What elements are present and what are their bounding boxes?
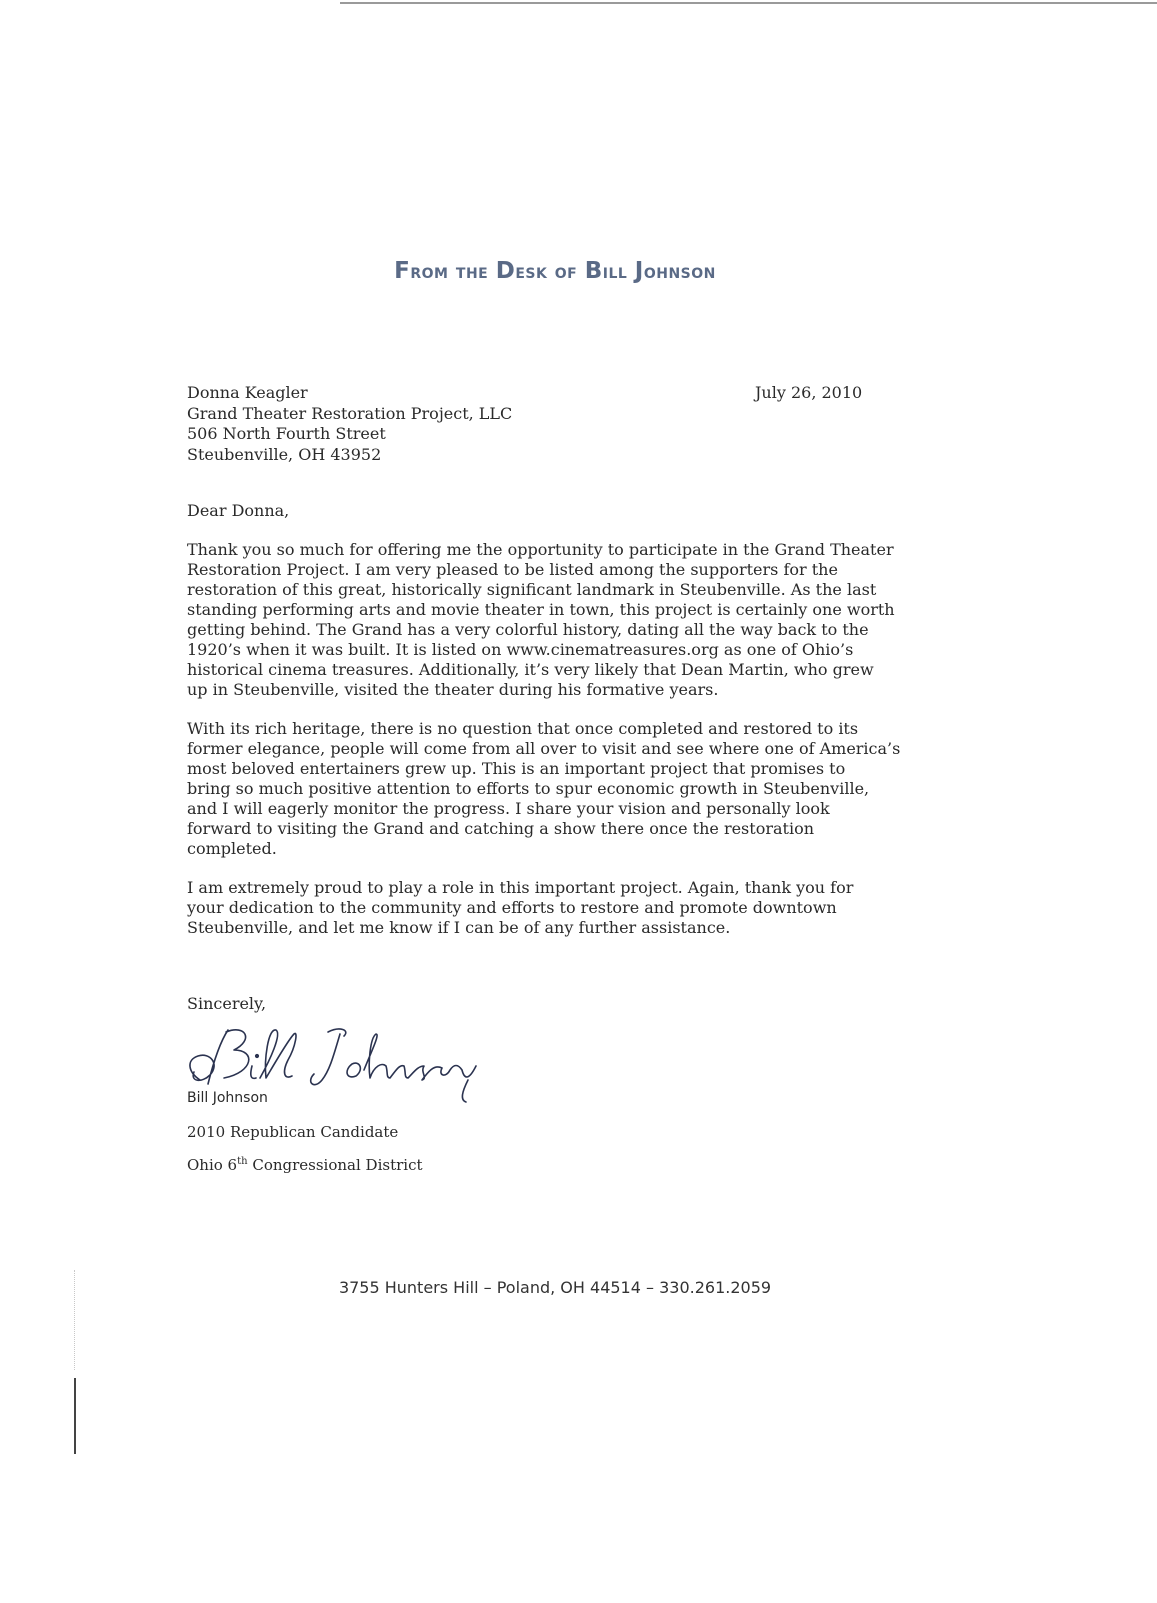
body-paragraph-1 bbox=[187, 540, 947, 700]
recipient-street: 506 North Fourth Street bbox=[187, 424, 386, 443]
recipient-city: Steubenville, OH 43952 bbox=[187, 444, 382, 464]
paragraph-line: Restoration Project. I am very pleased to be listed among the supporters for the bbox=[187, 560, 838, 579]
recipient-organization: Grand Theater Restoration Project, LLC bbox=[187, 403, 513, 423]
paragraph-line: completed. bbox=[187, 839, 277, 858]
body-paragraph-2 bbox=[187, 719, 947, 859]
paragraph-line: up in Steubenville, visited the theater during his formative years. bbox=[187, 680, 719, 699]
signer-title: 2010 Republican Candidate bbox=[187, 1123, 399, 1141]
paragraph-line: bring so much positive attention to efforts to spur economic growth in Steubenville, bbox=[187, 779, 870, 798]
closing: Sincerely, bbox=[187, 994, 267, 1013]
footer-address: 3755 Hunters Hill – Poland, OH 44514 – 330.261.2059 bbox=[338, 1278, 772, 1297]
paragraph-line: standing performing arts and movie theater in town, this project is certainly one worth bbox=[187, 600, 895, 619]
paragraph-line: Steubenville, and let me know if I can be of any further assistance. bbox=[187, 918, 731, 937]
paragraph-line: your dedication to the community and efforts to restore and promote downtown bbox=[187, 898, 837, 917]
paragraph-line: forward to visiting the Grand and catching a show there once the restoration bbox=[187, 819, 814, 838]
district-prefix: Ohio 6 bbox=[187, 1156, 238, 1174]
paragraph-line: With its rich heritage, there is no question that once completed and restored to its bbox=[187, 719, 859, 738]
signer-district bbox=[187, 1156, 423, 1174]
district-superscript: th bbox=[237, 1156, 248, 1167]
paragraph-line: most beloved entertainers grew up. This is an important project that promises to bbox=[187, 759, 846, 778]
paragraph-line: former elegance, people will come from all over to visit and see where one of America’s bbox=[187, 739, 901, 758]
scan-edge-line bbox=[340, 2, 1157, 4]
paragraph-line: and I will eagerly monitor the progress. I share your vision and personally look bbox=[187, 799, 830, 818]
salutation: Dear Donna, bbox=[187, 501, 290, 520]
scan-side-line bbox=[74, 1378, 76, 1454]
recipient-address-block bbox=[187, 383, 512, 465]
paragraph-line: Thank you so much for offering me the opportunity to participate in the Grand Theater bbox=[187, 540, 894, 559]
recipient-name: Donna Keagler bbox=[187, 383, 308, 402]
district-suffix: Congressional District bbox=[247, 1156, 423, 1174]
body-paragraph-3 bbox=[187, 878, 947, 938]
paragraph-line: restoration of this great, historically significant landmark in Steubenville. As the last bbox=[187, 580, 877, 599]
letterhead-title: From the Desk of Bill Johnson bbox=[394, 258, 716, 284]
signer-name: Bill Johnson bbox=[187, 1090, 268, 1106]
paragraph-line: 1920’s when it was built. It is listed on www.cinematreasures.org as one of Ohio’s bbox=[187, 640, 854, 659]
paragraph-line: I am extremely proud to play a role in this important project. Again, thank you for bbox=[187, 878, 854, 897]
paragraph-line: historical cinema treasures. Additionally, it’s very likely that Dean Martin, who grew bbox=[187, 660, 874, 679]
paragraph-line: getting behind. The Grand has a very colorful history, dating all the way back to the bbox=[187, 620, 869, 639]
letter-date: July 26, 2010 bbox=[755, 383, 863, 402]
